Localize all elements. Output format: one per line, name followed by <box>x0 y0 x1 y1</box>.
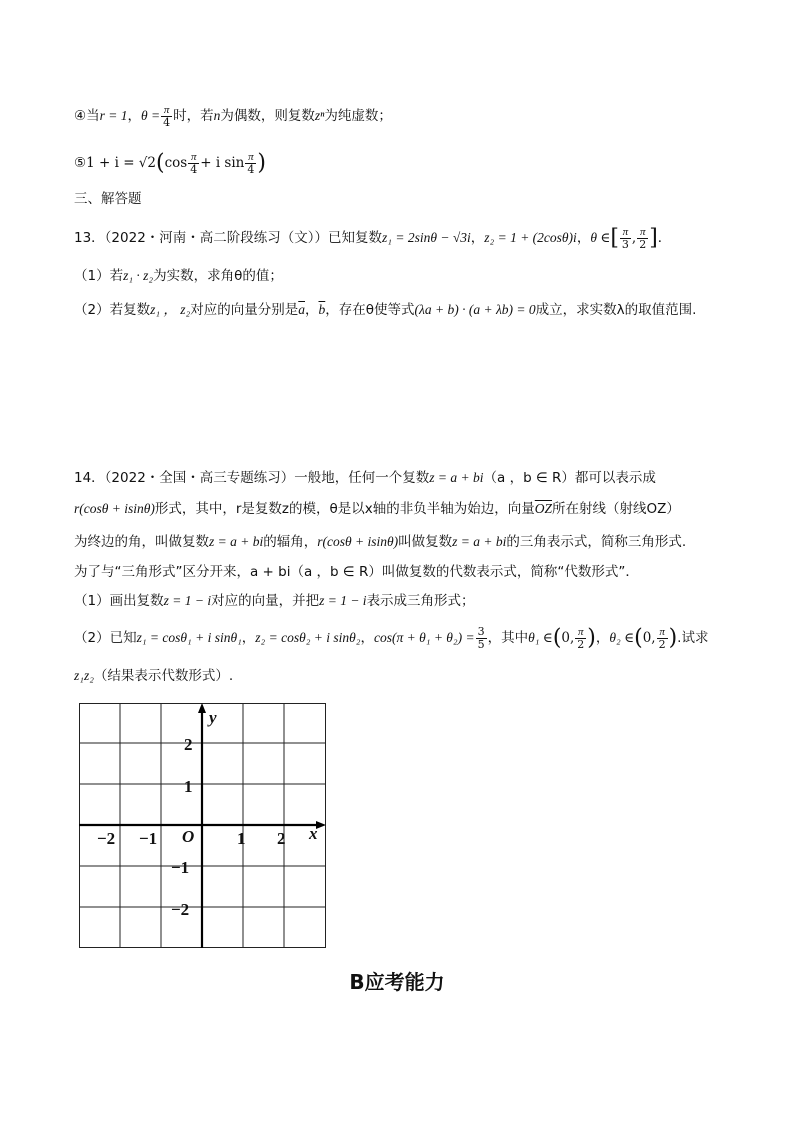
q14-p2-fraction <box>476 626 487 651</box>
item4-theta: θ = <box>140 108 161 123</box>
q14-p2-z2: z₂ = cosθ₂ + i sinθ₂ <box>255 630 361 645</box>
q14-interval1-lower: 0, <box>561 630 575 646</box>
q14-interval1-fraction <box>575 626 586 651</box>
q13-end: ． <box>657 230 672 246</box>
q14-line2-form: r(cosθ + isinθ) <box>74 501 155 516</box>
q13-rbracket: ] <box>649 225 658 251</box>
q14-p1-prefix: （1）画出复数 <box>74 593 164 609</box>
q14-line2-tail: 所在射线（射线OZ） <box>552 501 680 517</box>
q14-line3-tail: 的三角表示式，简称三角形式. <box>506 534 687 550</box>
q13-p2-tail: 成立，求实数λ的取值范围. <box>535 302 697 318</box>
q13-p2-mid2: ，存在θ使等式 <box>325 302 415 318</box>
q13-vector-a: $\overline{a}$ <box>298 302 305 317</box>
q14-interval2-num: π <box>657 626 668 639</box>
q14-line3-prefix: 为终边的角，叫做复数 <box>74 534 209 550</box>
q14-interval1-den: 2 <box>577 638 585 651</box>
q14-interval1-rparen: ) <box>587 625 596 651</box>
q14-p2-comma-2: ， <box>360 630 374 646</box>
item4-frac-den: 4 <box>163 116 171 129</box>
item5-cos: cos <box>164 155 188 171</box>
q13-stem: 13．（2022・河南・高二阶段练习（文））已知复数z₁ = 2sinθ − √3i，z₂ = 1 + (2cosθ)i，θ ∈[ $\frac{\pi}{3}$ , $\frac{\pi}{2}$ ]． <box>74 225 672 251</box>
q13-p2-mid: 对应的向量分别是 <box>190 302 299 318</box>
x-axis-arrow-icon <box>316 821 326 829</box>
q14-p1-tail: 表示成三角形式； <box>366 593 475 609</box>
q13-p1-expr: z₁ · z₂ <box>123 268 154 283</box>
q14-line2-text: 形式，其中，r是复数z的模，θ是以x轴的非负半轴为始边，向量 <box>154 501 535 517</box>
q14-interval2-lower: 0, <box>642 630 656 646</box>
x-tick-label: 1 <box>237 829 246 848</box>
q14-line3-z2: z = a + bi <box>452 534 507 549</box>
item4-tail: 为纯虚数； <box>324 108 392 124</box>
q14-p2-theta2: θ₂ ∈ <box>609 630 635 645</box>
q13-p2-expr: (λa + b) · (a + λb) = 0 <box>414 302 536 317</box>
q14-line-1 <box>74 468 656 488</box>
origin-label: O <box>182 827 195 846</box>
q13-lower-num: π <box>620 226 631 239</box>
y-tick-label: −2 <box>171 900 190 919</box>
q13-p2-prefix: （2）若复数 <box>74 302 151 318</box>
q14-p2-tail: .试求 <box>677 630 709 646</box>
item5-frac2-den: 4 <box>247 163 255 176</box>
q14-p2-theta1: θ₁ ∈ <box>528 630 553 645</box>
q14-interval2-rparen: ) <box>668 625 678 651</box>
q14-line1-tail: 都可以表示成 <box>574 470 656 486</box>
item4-prefix: ④当 <box>74 108 100 124</box>
q13-z1: z₁ = 2sinθ − √3i <box>382 230 471 245</box>
q14-part-2 <box>74 626 708 651</box>
q14-line3-z: z = a + bi <box>209 534 264 549</box>
q14-p2-comma-3: ， <box>595 630 610 646</box>
q13-comma-2: ， <box>576 230 591 246</box>
q14-p1-z: z = 1 − i <box>163 593 212 608</box>
q13-z2: z₂ = 1 + (2cosθ)i <box>484 230 577 245</box>
item4-fraction <box>161 104 172 129</box>
q13-upper-den: 2 <box>639 238 647 251</box>
q14-part-1 <box>74 591 475 611</box>
x-tick-label: −1 <box>139 829 158 848</box>
q13-part-1 <box>74 266 283 286</box>
q14-p2-prefix: （2）已知 <box>74 630 137 646</box>
q14-p1-z2: z = 1 − i <box>319 593 367 608</box>
item5-fraction-1 <box>188 151 199 176</box>
q13-interval-lower <box>620 226 631 251</box>
item5-frac2-num: π <box>245 151 256 164</box>
q14-line-3 <box>74 532 686 552</box>
y-tick-label: 1 <box>184 777 193 796</box>
q14-p2-mid: ，其中 <box>487 630 529 646</box>
item5-frac1-den: 4 <box>190 163 198 176</box>
item5-lhs: 1 + i = √2 <box>86 155 156 171</box>
q13-comma: ， <box>470 230 485 246</box>
item4-zn: zⁿ <box>314 108 325 123</box>
q14-line1-z: z = a + bi <box>429 470 484 485</box>
y-tick-label: −1 <box>171 858 190 877</box>
q14-p2-product: z₁z₂ <box>74 668 94 683</box>
q14-number: 14．（2022・全国・高三专题练习）一般地，任何一个复数 <box>74 470 430 486</box>
y-tick-label: 2 <box>184 735 193 754</box>
item4-comma: ， <box>127 108 141 124</box>
q14-interval2-lparen: ( <box>634 625 643 651</box>
x-axis-label: x <box>309 824 318 843</box>
q13-p2-z: z₁ ， z₂ <box>150 302 191 317</box>
q14-interval1-num: π <box>575 626 586 639</box>
q14-p1-mid: 对应的向量，并把 <box>211 593 320 609</box>
q13-theta-in: θ ∈ <box>590 230 611 245</box>
q13-lbracket: [ <box>610 225 619 251</box>
q14-line-2 <box>74 499 680 519</box>
q14-line-4: 为了与“三角形式”区分开来，a + bi（a ，b ∈ R）叫做复数的代数表示式，简称“代数形式”． <box>74 564 639 580</box>
item5-prefix: ⑤ <box>74 155 87 171</box>
q14-interval1-lparen: ( <box>552 625 562 651</box>
q13-upper-num: π <box>637 226 648 239</box>
item5-fraction-2 <box>245 151 256 176</box>
q14-vector-oz: $\overline{OZ}$ <box>534 501 553 516</box>
q14-p2-frac-num: 3 <box>477 625 485 638</box>
coordinate-grid <box>79 703 327 949</box>
item5-rparen: ) <box>257 150 266 176</box>
item4-mid2: 为偶数，则复数 <box>220 108 315 124</box>
item5-plus-isin: + i sin <box>200 155 245 171</box>
item5-lparen: ( <box>156 150 165 176</box>
q14-p2-cos: cos(π + θ₁ + θ₂) = <box>374 630 475 645</box>
q13-p1-prefix: （1）若 <box>74 268 124 284</box>
q13-interval-upper <box>637 226 648 251</box>
q13-number: 13．（2022・河南・高二阶段练习（文））已知复数 <box>74 230 383 246</box>
x-tick-label: 2 <box>277 829 286 848</box>
y-axis-arrow-icon <box>198 703 206 713</box>
q13-part-2 <box>74 300 696 320</box>
item4-mid: 时，若 <box>173 108 214 124</box>
item-4 <box>74 104 392 129</box>
q14-p2-comma-1: ， <box>241 630 256 646</box>
q14-p2-z1: z₁ = cosθ₁ + i sinθ₁ <box>136 630 242 645</box>
q14-line3-form: r(cosθ + isinθ) <box>317 534 399 549</box>
q13-lower-den: 3 <box>621 238 629 251</box>
q13-p2-sep: ， <box>305 302 319 318</box>
q13-p1-tail: 为实数，求角θ的值； <box>153 268 283 284</box>
q14-p2-last-tail: （结果表示代数形式）. <box>93 668 234 684</box>
q14-interval2-fraction <box>657 626 668 651</box>
q13-vector-b: $\overline{b}$ <box>318 302 326 317</box>
q14-line1-cond: （a ，b ∈ R） <box>483 470 575 486</box>
item4-frac-num: π <box>161 104 172 117</box>
q14-line3-mid: 的辐角， <box>263 534 318 550</box>
q14-line3-mid2: 叫做复数 <box>398 534 453 550</box>
item5-frac1-num: π <box>188 151 199 164</box>
item4-n: n <box>213 108 221 123</box>
item4-r: r = 1 <box>99 108 128 123</box>
item-5 <box>74 151 266 176</box>
q14-p2-frac-den: 5 <box>477 638 485 651</box>
q14-interval2-den: 2 <box>658 638 666 651</box>
section-b-title: B应考能力 <box>349 970 445 994</box>
q14-part-2-cont <box>74 666 233 686</box>
y-axis-label: y <box>209 708 217 727</box>
section-3-title: 三、解答题 <box>74 191 142 207</box>
x-tick-label: −2 <box>97 829 116 848</box>
